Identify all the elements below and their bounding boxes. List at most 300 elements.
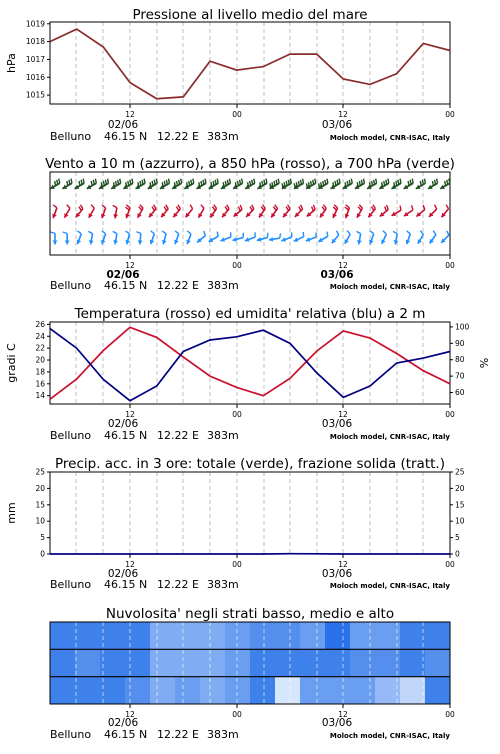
model-credit: Moloch model, CNR-ISAC, Italy bbox=[330, 283, 451, 291]
barb-feather bbox=[151, 231, 155, 234]
pressure-panel bbox=[5, 7, 455, 143]
barb-feather bbox=[67, 181, 68, 186]
barb-feather bbox=[394, 182, 395, 187]
barb-feather bbox=[211, 182, 212, 187]
date-label-2: 03/06 bbox=[322, 119, 353, 131]
wind-barb-850hPa bbox=[380, 205, 388, 216]
y-tick-label: 5 bbox=[455, 533, 460, 542]
y-tick-label: 70 bbox=[455, 372, 465, 381]
wind-barb-10m bbox=[174, 231, 179, 244]
wind-barb-850hPa bbox=[320, 205, 326, 218]
wind-footer bbox=[50, 269, 450, 292]
y-tick-label: 1019 bbox=[26, 19, 45, 28]
barb-feather bbox=[286, 181, 287, 186]
wind-barb-700hPa bbox=[379, 179, 389, 189]
cloud-footer bbox=[50, 717, 450, 741]
precipitation-ylabel: mm bbox=[5, 502, 18, 523]
barb-feather bbox=[388, 179, 389, 184]
barb-feather bbox=[372, 181, 373, 186]
barb-feather bbox=[105, 180, 106, 185]
wind-barb-700hPa bbox=[50, 179, 60, 189]
barb-feather bbox=[51, 232, 56, 234]
wind-barb-10m bbox=[77, 231, 82, 244]
barb-feather bbox=[433, 231, 436, 235]
y-tick-label: 0 bbox=[455, 550, 460, 559]
barb-feather bbox=[387, 205, 389, 209]
wind-barb-10m bbox=[406, 231, 411, 244]
wind-barb-850hPa bbox=[186, 205, 193, 217]
barb-feather bbox=[435, 180, 436, 185]
barb-feather bbox=[313, 205, 315, 209]
wind-barb-700hPa bbox=[136, 179, 146, 189]
barb-feather bbox=[400, 206, 401, 211]
wind-barb-850hPa bbox=[101, 205, 106, 218]
wind-barb-10m bbox=[220, 232, 230, 241]
barb-feather bbox=[412, 205, 413, 210]
barb-feather bbox=[347, 231, 350, 235]
cloud-cell-basso bbox=[425, 677, 451, 705]
barb-feather bbox=[345, 182, 346, 187]
pressure-series bbox=[50, 29, 450, 99]
temperature-gridlines bbox=[76, 322, 450, 404]
barb-feather bbox=[447, 180, 448, 185]
wind-x-ticks bbox=[125, 255, 455, 270]
cloud-cell-medio bbox=[150, 649, 176, 677]
barb-feather bbox=[363, 179, 364, 184]
barb-feather bbox=[335, 181, 336, 186]
barb-feather bbox=[311, 181, 312, 186]
barb-feather bbox=[204, 231, 206, 235]
cloud-cell-basso bbox=[75, 677, 101, 705]
barb-feather bbox=[108, 179, 109, 184]
barb-feather bbox=[284, 182, 285, 187]
x-tick-label: 00 bbox=[232, 261, 242, 270]
x-tick-label: 12 bbox=[338, 560, 348, 569]
wind-barb-700hPa bbox=[270, 179, 280, 189]
location-lon: 12.22 E bbox=[157, 578, 199, 591]
barb-feather bbox=[303, 179, 304, 184]
cloud-cell-basso bbox=[100, 677, 126, 705]
wind-barb-700hPa bbox=[123, 179, 133, 189]
temperature-ylabel: gradi C bbox=[5, 343, 18, 383]
wind-barb-850hPa bbox=[149, 205, 156, 217]
wind-barb-10m bbox=[418, 231, 424, 244]
barb-feather bbox=[79, 207, 81, 211]
barb-feather bbox=[327, 232, 328, 237]
location-name: Belluno bbox=[50, 578, 91, 591]
barb-feather bbox=[282, 183, 283, 188]
wind-barb-700hPa bbox=[233, 179, 243, 189]
barb-feather bbox=[132, 179, 133, 184]
barb-feather bbox=[201, 205, 204, 209]
barb-feather bbox=[398, 180, 399, 185]
barb-feather bbox=[449, 179, 450, 184]
pressure-plot-frame bbox=[50, 22, 450, 104]
barb-feather bbox=[144, 179, 145, 184]
barb-feather bbox=[252, 205, 254, 209]
cloud-cell-alto bbox=[200, 622, 226, 650]
y-tick-label: 10 bbox=[35, 517, 45, 526]
wind-barb-700hPa bbox=[160, 179, 170, 189]
temperature-title: Temperatura (rosso) ed umidita' relativa (blu) a 2 m bbox=[74, 306, 426, 322]
wind-barb-850hPa bbox=[283, 205, 290, 217]
date-label-2: 03/06 bbox=[322, 717, 353, 729]
wind-barb-10m bbox=[63, 232, 70, 245]
humidity-y-ticks bbox=[450, 322, 470, 397]
wind-barb-850hPa bbox=[161, 205, 168, 217]
barb-feather bbox=[393, 231, 397, 233]
barb-feather bbox=[386, 180, 387, 185]
location-lon: 12.22 E bbox=[157, 728, 199, 741]
wind-barb-850hPa bbox=[357, 205, 363, 218]
cloud-cell-medio bbox=[50, 649, 76, 677]
barb-feather bbox=[217, 232, 218, 237]
y-tick-label: 5 bbox=[40, 533, 45, 542]
wind-barb-700hPa bbox=[257, 179, 267, 189]
model-credit: Moloch model, CNR-ISAC, Italy bbox=[330, 134, 451, 142]
barb-feather bbox=[150, 182, 151, 187]
wind-panel bbox=[45, 156, 455, 292]
cloud-cell-medio bbox=[400, 649, 426, 677]
barb-feather bbox=[154, 205, 156, 209]
y-tick-label: 1016 bbox=[26, 73, 45, 82]
wind-barb-700hPa bbox=[440, 179, 450, 189]
wind-barb-700hPa bbox=[428, 179, 438, 189]
cloud-cell-alto bbox=[175, 622, 201, 650]
cloud-cell-basso bbox=[125, 677, 151, 705]
date-label-2: 03/06 bbox=[320, 269, 353, 281]
barb-feather bbox=[280, 233, 281, 238]
barb-feather bbox=[55, 181, 56, 186]
barb-feather bbox=[278, 179, 279, 184]
pressure-gridlines bbox=[76, 22, 450, 104]
wind-barb-700hPa bbox=[416, 179, 426, 189]
temperature-footer bbox=[50, 418, 450, 442]
barb-feather bbox=[240, 205, 242, 209]
wind-barb-850hPa bbox=[333, 205, 338, 218]
wind-barb-10m bbox=[294, 232, 304, 242]
wind-barb-850hPa bbox=[173, 205, 180, 217]
barb-feather bbox=[217, 179, 218, 184]
x-tick-label: 00 bbox=[445, 560, 455, 569]
x-tick-label: 12 bbox=[125, 710, 135, 719]
barb-feather bbox=[227, 180, 228, 185]
cloud-cell-alto bbox=[150, 622, 176, 650]
barb-feather bbox=[166, 180, 167, 185]
barb-feather bbox=[126, 231, 130, 234]
x-tick-label: 12 bbox=[125, 410, 135, 419]
barb-feather bbox=[223, 182, 224, 187]
wind-barb-10m bbox=[345, 231, 351, 244]
barb-feather bbox=[254, 179, 255, 184]
wind-barb-850hPa bbox=[76, 205, 83, 217]
barb-feather bbox=[422, 180, 423, 185]
cloud-cell-alto bbox=[300, 622, 326, 650]
y-tick-label: 10 bbox=[455, 517, 465, 526]
barb-feather bbox=[63, 232, 68, 234]
location-lon: 12.22 E bbox=[157, 429, 199, 442]
cloud-cell-medio bbox=[100, 649, 126, 677]
cloud-cell-medio bbox=[300, 649, 326, 677]
wind-barb-10m bbox=[162, 231, 167, 244]
y-tick-label: 1018 bbox=[26, 37, 45, 46]
cloud-cell-basso bbox=[350, 677, 376, 705]
wind-barb-850hPa bbox=[222, 205, 229, 217]
wind-barb-10m bbox=[125, 231, 130, 244]
location-alt: 383m bbox=[207, 728, 239, 741]
location-name: Belluno bbox=[50, 429, 91, 442]
barb-feather bbox=[79, 181, 80, 186]
barb-feather bbox=[227, 205, 229, 209]
barb-feather bbox=[432, 181, 433, 186]
wind-barb-10m bbox=[257, 233, 268, 242]
x-tick-label: 12 bbox=[338, 261, 348, 270]
barb-feather bbox=[370, 231, 374, 234]
wind-barb-10m bbox=[281, 232, 291, 241]
barb-feather bbox=[445, 181, 446, 186]
cloud-cell-alto bbox=[225, 622, 251, 650]
barb-feather bbox=[264, 180, 265, 185]
pressure-title: Pressione al livello medio del mare bbox=[132, 7, 367, 23]
date-label-1: 02/06 bbox=[106, 269, 139, 281]
wind-barb-10m bbox=[186, 231, 191, 244]
barb-feather bbox=[382, 182, 383, 187]
barb-feather bbox=[162, 231, 166, 234]
y-tick-label: 14 bbox=[35, 391, 45, 400]
barb-feather bbox=[336, 231, 338, 235]
wind-barb-850hPa bbox=[64, 205, 70, 218]
barb-feather bbox=[69, 180, 70, 185]
barb-feather bbox=[327, 179, 328, 184]
barb-feather bbox=[424, 179, 425, 184]
wind-barb-850hPa bbox=[234, 205, 242, 216]
wind-barb-700hPa bbox=[318, 179, 328, 189]
wind-barb-850hPa bbox=[271, 205, 277, 218]
location-name: Belluno bbox=[50, 279, 91, 292]
barb-feather bbox=[235, 182, 236, 187]
barb-feather bbox=[260, 182, 261, 187]
y-tick-label: 26 bbox=[35, 320, 45, 329]
barb-feather bbox=[351, 179, 352, 184]
temperature-series bbox=[50, 327, 450, 400]
barb-feather bbox=[242, 179, 243, 184]
location-name: Belluno bbox=[50, 728, 91, 741]
cloud-cell-medio bbox=[350, 649, 376, 677]
barb-feather bbox=[80, 205, 82, 209]
wind-title: Vento a 10 m (azzurro), a 850 hPa (rosso), a 700 hPa (verde) bbox=[45, 156, 455, 172]
precipitation-x-ticks bbox=[125, 554, 455, 569]
wind-barb-10m bbox=[356, 231, 361, 244]
cloud-cell-medio bbox=[200, 649, 226, 677]
barb-feather bbox=[250, 181, 251, 186]
date-label-1: 02/06 bbox=[108, 418, 139, 430]
location-name: Belluno bbox=[50, 130, 91, 143]
barb-feather bbox=[412, 179, 413, 184]
y-tick-label: 25 bbox=[35, 468, 45, 477]
barb-feather bbox=[361, 180, 362, 185]
barb-feather bbox=[177, 181, 178, 186]
wind-barb-850hPa bbox=[89, 205, 95, 218]
barb-feather bbox=[166, 205, 168, 209]
wind-barb-10m bbox=[306, 232, 316, 241]
barb-feather bbox=[88, 231, 92, 233]
temperature-y-ticks bbox=[35, 320, 50, 400]
barb-feather bbox=[371, 207, 373, 211]
wind-barb-10m bbox=[393, 231, 398, 244]
wind-barbs bbox=[50, 179, 450, 245]
cloud-cell-medio bbox=[250, 649, 276, 677]
barb-feather bbox=[103, 181, 104, 186]
y-tick-label: 15 bbox=[35, 500, 45, 509]
barb-feather bbox=[126, 182, 127, 187]
barb-feather bbox=[333, 182, 334, 187]
barb-feather bbox=[339, 179, 340, 184]
model-credit: Moloch model, CNR-ISAC, Italy bbox=[330, 433, 451, 441]
cloud-cell-alto bbox=[50, 622, 76, 650]
barb-feather bbox=[294, 183, 295, 188]
location-lon: 12.22 E bbox=[157, 130, 199, 143]
barb-feather bbox=[321, 182, 322, 187]
x-tick-label: 12 bbox=[125, 110, 135, 119]
barb-feather bbox=[356, 231, 360, 233]
barb-feather bbox=[276, 180, 277, 185]
barb-feather bbox=[288, 180, 289, 185]
barb-feather bbox=[240, 180, 241, 185]
location-lat: 46.15 N bbox=[104, 130, 147, 143]
barb-feather bbox=[299, 207, 301, 211]
precipitation-title: Precip. acc. in 3 ore: totale (verde), frazione solida (tratt.) bbox=[55, 456, 445, 472]
x-tick-label: 00 bbox=[445, 110, 455, 119]
x-tick-label: 00 bbox=[232, 410, 242, 419]
barb-feather bbox=[83, 179, 84, 184]
barb-feather bbox=[374, 180, 375, 185]
cloud-cell-medio bbox=[175, 649, 201, 677]
barb-feather bbox=[152, 207, 154, 211]
wind-barb-850hPa bbox=[404, 205, 413, 216]
barb-feather bbox=[164, 207, 166, 211]
barb-feather bbox=[312, 207, 314, 211]
barb-feather bbox=[446, 205, 448, 209]
barb-feather bbox=[78, 231, 82, 234]
barb-feather bbox=[213, 181, 214, 186]
cloud-cell-basso bbox=[400, 677, 426, 705]
barb-feather bbox=[120, 179, 121, 184]
pressure-x-ticks bbox=[125, 104, 455, 119]
barb-feather bbox=[140, 181, 141, 186]
wind-barb-850hPa bbox=[52, 205, 57, 218]
wind-barb-700hPa bbox=[294, 179, 304, 189]
barb-feather bbox=[102, 205, 106, 208]
barb-feather bbox=[193, 179, 194, 184]
barb-feather bbox=[262, 181, 263, 186]
pressure-footer bbox=[50, 119, 450, 143]
cloud-cell-alto bbox=[350, 622, 376, 650]
wind-barb-10m bbox=[51, 232, 58, 245]
humidity-line bbox=[50, 329, 450, 401]
cloud-cell-alto bbox=[75, 622, 101, 650]
precipitation-panel bbox=[5, 456, 465, 591]
location-alt: 383m bbox=[207, 130, 239, 143]
barb-feather bbox=[101, 182, 102, 187]
barb-feather bbox=[95, 179, 96, 184]
wind-barb-850hPa bbox=[198, 205, 204, 218]
barb-feather bbox=[93, 180, 94, 185]
x-tick-label: 00 bbox=[445, 261, 455, 270]
barb-feather bbox=[303, 232, 304, 237]
cloud-cell-medio bbox=[75, 649, 101, 677]
barb-feather bbox=[225, 207, 227, 211]
wind-barb-700hPa bbox=[87, 179, 97, 189]
date-label-2: 03/06 bbox=[322, 568, 353, 580]
barb-feather bbox=[266, 179, 267, 184]
wind-barb-850hPa bbox=[210, 205, 216, 218]
location-lat: 46.15 N bbox=[104, 578, 147, 591]
barb-head bbox=[138, 240, 143, 244]
cloud-cell-medio bbox=[125, 649, 151, 677]
cloud-cell-alto bbox=[250, 622, 276, 650]
barb-feather bbox=[435, 205, 437, 209]
wind-barb-850hPa bbox=[246, 205, 254, 217]
barb-feather bbox=[325, 180, 326, 185]
barb-feather bbox=[229, 179, 230, 184]
cloud-cell-alto bbox=[125, 622, 151, 650]
y-tick-label: 100 bbox=[455, 322, 470, 331]
wind-barb-700hPa bbox=[391, 179, 401, 189]
x-tick-label: 12 bbox=[338, 710, 348, 719]
wind-barb-10m bbox=[150, 231, 155, 244]
cloud-cell-basso bbox=[175, 677, 201, 705]
barb-feather bbox=[57, 180, 58, 185]
wind-barb-850hPa bbox=[295, 205, 303, 217]
cloud-cell-basso bbox=[325, 677, 351, 705]
y-tick-label: 20 bbox=[35, 356, 45, 365]
cloud-cell-alto bbox=[100, 622, 126, 650]
date-label-1: 02/06 bbox=[108, 119, 139, 131]
cloud-cell-medio bbox=[225, 649, 251, 677]
barb-feather bbox=[407, 231, 411, 234]
x-tick-label: 12 bbox=[338, 110, 348, 119]
barb-feather bbox=[306, 183, 307, 188]
date-label-2: 03/06 bbox=[322, 418, 353, 430]
barb-feather bbox=[191, 180, 192, 185]
y-tick-label: 20 bbox=[35, 484, 45, 493]
y-tick-label: 1015 bbox=[26, 91, 45, 100]
cloud-cell-alto bbox=[325, 622, 351, 650]
wind-barb-850hPa bbox=[307, 205, 315, 216]
wind-barb-10m bbox=[136, 232, 142, 245]
barb-feather bbox=[203, 180, 204, 185]
barb-feather bbox=[373, 205, 375, 209]
cloud-cell-medio bbox=[275, 649, 301, 677]
barb-feather bbox=[337, 180, 338, 185]
pressure-y-ticks bbox=[26, 19, 50, 99]
y-tick-label: 22 bbox=[35, 344, 45, 353]
cloud-cell-medio bbox=[325, 649, 351, 677]
wind-barb-700hPa bbox=[355, 179, 365, 189]
cloud-heatmap bbox=[50, 622, 451, 704]
barb-feather bbox=[301, 205, 303, 209]
barb-feather bbox=[116, 181, 117, 186]
barb-head bbox=[65, 241, 70, 245]
wind-barb-700hPa bbox=[111, 179, 121, 189]
barb-feather bbox=[437, 179, 438, 184]
barb-feather bbox=[91, 205, 94, 209]
humidity-ylabel: % bbox=[478, 358, 491, 368]
barb-head bbox=[53, 241, 58, 245]
barb-feather bbox=[347, 181, 348, 186]
barb-feather bbox=[168, 179, 169, 184]
wind-barb-700hPa bbox=[172, 179, 182, 189]
